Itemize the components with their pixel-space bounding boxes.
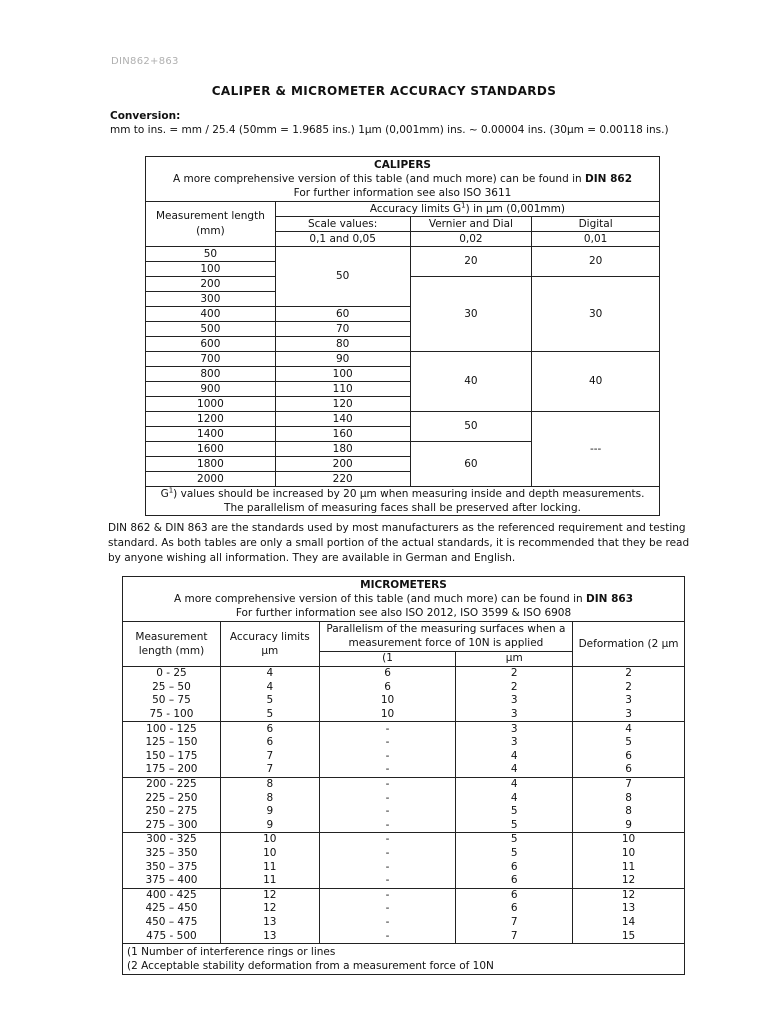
calipers-length: 900 <box>146 382 276 397</box>
mic-accuracy: 9 <box>220 819 319 833</box>
mic-length: 125 – 150 <box>123 736 221 750</box>
calipers-col2-cell: 20 <box>410 247 532 277</box>
calipers-length: 1800 <box>146 457 276 472</box>
calipers-col1-cell: 60 <box>275 307 410 322</box>
mic-parallel-um: 4 <box>456 777 573 791</box>
table-row <box>123 694 685 708</box>
calipers-col1-cell: 70 <box>275 322 410 337</box>
calipers-length: 50 <box>146 247 276 262</box>
micrometers-col-length: Measurement length (mm) <box>123 622 221 667</box>
mic-length: 300 - 325 <box>123 833 221 847</box>
mic-fringes: - <box>319 874 456 888</box>
mic-deformation: 6 <box>573 763 685 777</box>
calipers-col-length: Measurement length (mm) <box>146 202 276 247</box>
mic-fringes: - <box>319 736 456 750</box>
micrometers-col-parallel: Parallelism of the measuring surfaces when a measurement force of 10N is applied <box>319 622 572 652</box>
table-row <box>123 791 685 805</box>
mic-deformation: 8 <box>573 791 685 805</box>
table-row <box>123 847 685 861</box>
table-row <box>123 929 685 943</box>
mic-length: 450 – 475 <box>123 916 221 930</box>
table-row <box>123 805 685 819</box>
mic-length: 375 – 400 <box>123 874 221 888</box>
micrometers-sub2: µm <box>456 651 573 666</box>
calipers-vernier-dial: Vernier and Dial <box>410 217 532 232</box>
calipers-note1: A more comprehensive version of this table (and much more) can be found in DIN 862 <box>172 173 632 185</box>
micrometers-note1: A more comprehensive version of this table (and much more) can be found in DIN 863 <box>173 593 633 605</box>
calipers-length: 100 <box>146 262 276 277</box>
mic-deformation: 4 <box>573 722 685 736</box>
micrometers-col-accuracy: Accuracy limits µm <box>220 622 319 667</box>
calipers-col1-cell: 80 <box>275 337 410 352</box>
mic-deformation: 12 <box>573 874 685 888</box>
mic-length: 100 - 125 <box>123 722 221 736</box>
mic-deformation: 12 <box>573 888 685 902</box>
mic-fringes: - <box>319 805 456 819</box>
calipers-col1-cell: 110 <box>275 382 410 397</box>
mic-accuracy: 5 <box>220 694 319 708</box>
micrometers-title: MICROMETERS <box>360 579 447 591</box>
mic-accuracy: 8 <box>220 777 319 791</box>
calipers-length: 1200 <box>146 412 276 427</box>
mic-fringes: 10 <box>319 694 456 708</box>
mic-length: 225 – 250 <box>123 791 221 805</box>
mic-deformation: 15 <box>573 929 685 943</box>
mic-deformation: 9 <box>573 819 685 833</box>
calipers-scale-values: Scale values: <box>275 217 410 232</box>
table-row <box>123 902 685 916</box>
micrometers-col-deform: Deformation (2 µm <box>573 622 685 667</box>
mic-fringes: 6 <box>319 681 456 695</box>
mic-length: 325 – 350 <box>123 847 221 861</box>
calipers-length: 600 <box>146 337 276 352</box>
mic-length: 175 – 200 <box>123 763 221 777</box>
mic-deformation: 10 <box>573 847 685 861</box>
mic-parallel-um: 4 <box>456 750 573 764</box>
mic-accuracy: 11 <box>220 874 319 888</box>
calipers-sv1: 0,1 and 0,05 <box>275 232 410 247</box>
micrometers-caption <box>123 577 685 622</box>
table-row <box>123 736 685 750</box>
table-row <box>123 819 685 833</box>
mic-deformation: 14 <box>573 916 685 930</box>
mic-length: 75 - 100 <box>123 708 221 722</box>
calipers-table <box>145 156 660 516</box>
mic-parallel-um: 5 <box>456 847 573 861</box>
calipers-note2: For further information see also ISO 3611 <box>293 187 512 199</box>
mic-fringes: - <box>319 929 456 943</box>
table-row <box>123 763 685 777</box>
mic-parallel-um: 6 <box>456 888 573 902</box>
mic-parallel-um: 5 <box>456 833 573 847</box>
calipers-col2-cell: 50 <box>410 412 532 442</box>
mic-deformation: 8 <box>573 805 685 819</box>
mic-fringes: - <box>319 902 456 916</box>
body-paragraph: DIN 862 & DIN 863 are the standards used by most manufacturers as the referenced requirement and testing standard. As both tables are only a small portion of the actual standards, it is recommended that they be read by anyone wishing all information. They are available in German and English. <box>108 522 690 564</box>
calipers-col3-cell: 30 <box>532 277 660 352</box>
mic-parallel-um: 2 <box>456 667 573 681</box>
mic-length: 475 - 500 <box>123 929 221 943</box>
mic-accuracy: 12 <box>220 888 319 902</box>
mic-parallel-um: 4 <box>456 763 573 777</box>
table-row <box>123 833 685 847</box>
calipers-length: 500 <box>146 322 276 337</box>
mic-deformation: 11 <box>573 860 685 874</box>
mic-fringes: - <box>319 763 456 777</box>
table-row <box>123 916 685 930</box>
page-title: CALIPER & MICROMETER ACCURACY STANDARDS <box>211 84 557 98</box>
calipers-length: 300 <box>146 292 276 307</box>
mic-fringes: - <box>319 791 456 805</box>
calipers-col3-cell: --- <box>532 412 660 487</box>
calipers-length: 1000 <box>146 397 276 412</box>
mic-deformation: 5 <box>573 736 685 750</box>
mic-accuracy: 4 <box>220 681 319 695</box>
table-row <box>123 681 685 695</box>
calipers-col1-cell: 140 <box>275 412 410 427</box>
mic-parallel-um: 5 <box>456 819 573 833</box>
mic-fringes: - <box>319 750 456 764</box>
calipers-length: 1400 <box>146 427 276 442</box>
micrometers-table <box>122 576 685 975</box>
table-row <box>123 667 685 681</box>
table-row <box>123 777 685 791</box>
document-header: DIN862+863 <box>111 56 179 67</box>
calipers-col1-cell: 90 <box>275 352 410 367</box>
calipers-col3-cell: 40 <box>532 352 660 412</box>
mic-parallel-um: 7 <box>456 929 573 943</box>
calipers-length: 200 <box>146 277 276 292</box>
calipers-foot2: The parallelism of measuring faces shall be preserved after locking. <box>224 502 581 514</box>
mic-accuracy: 6 <box>220 722 319 736</box>
mic-fringes: - <box>319 916 456 930</box>
calipers-col2-cell: 60 <box>410 442 532 487</box>
mic-length: 150 – 175 <box>123 750 221 764</box>
calipers-length: 400 <box>146 307 276 322</box>
mic-parallel-um: 6 <box>456 902 573 916</box>
mic-deformation: 3 <box>573 708 685 722</box>
mic-accuracy: 11 <box>220 860 319 874</box>
mic-deformation: 6 <box>573 750 685 764</box>
mic-length: 250 – 275 <box>123 805 221 819</box>
mic-parallel-um: 4 <box>456 791 573 805</box>
table-row <box>123 750 685 764</box>
mic-accuracy: 5 <box>220 708 319 722</box>
mic-parallel-um: 7 <box>456 916 573 930</box>
calipers-col1-cell: 50 <box>275 247 410 307</box>
mic-length: 25 – 50 <box>123 681 221 695</box>
mic-fringes: - <box>319 860 456 874</box>
mic-accuracy: 10 <box>220 847 319 861</box>
conversion-text: mm to ins. = mm / 25.4 (50mm = 1.9685 ins.) 1µm (0,001mm) ins. ~ 0.00004 ins. (30µm = 0.00118 ins.) <box>110 124 669 136</box>
mic-fringes: - <box>319 819 456 833</box>
mic-accuracy: 7 <box>220 763 319 777</box>
mic-parallel-um: 3 <box>456 736 573 750</box>
calipers-length: 2000 <box>146 472 276 487</box>
micrometers-sub1: (1 <box>319 651 456 666</box>
calipers-title: CALIPERS <box>374 159 431 171</box>
mic-parallel-um: 3 <box>456 694 573 708</box>
calipers-col1-cell: 220 <box>275 472 410 487</box>
mic-accuracy: 13 <box>220 929 319 943</box>
mic-deformation: 13 <box>573 902 685 916</box>
mic-length: 400 - 425 <box>123 888 221 902</box>
mic-accuracy: 8 <box>220 791 319 805</box>
mic-length: 425 – 450 <box>123 902 221 916</box>
mic-parallel-um: 6 <box>456 874 573 888</box>
mic-parallel-um: 6 <box>456 860 573 874</box>
mic-accuracy: 10 <box>220 833 319 847</box>
mic-parallel-um: 5 <box>456 805 573 819</box>
mic-fringes: - <box>319 888 456 902</box>
mic-accuracy: 7 <box>220 750 319 764</box>
mic-fringes: - <box>319 833 456 847</box>
mic-length: 200 - 225 <box>123 777 221 791</box>
mic-fringes: - <box>319 722 456 736</box>
mic-length: 275 – 300 <box>123 819 221 833</box>
table-row <box>123 860 685 874</box>
micrometers-rows <box>123 667 685 944</box>
mic-accuracy: 4 <box>220 667 319 681</box>
mic-accuracy: 6 <box>220 736 319 750</box>
mic-fringes: 6 <box>319 667 456 681</box>
calipers-col1-cell: 160 <box>275 427 410 442</box>
calipers-col1-cell: 100 <box>275 367 410 382</box>
mic-deformation: 3 <box>573 694 685 708</box>
calipers-col1-cell: 120 <box>275 397 410 412</box>
table-row <box>123 874 685 888</box>
mic-deformation: 2 <box>573 681 685 695</box>
mic-fringes: - <box>319 777 456 791</box>
mic-fringes: - <box>319 847 456 861</box>
micrometers-foot1: (1 Number of interference rings or lines <box>127 945 336 958</box>
calipers-accuracy-header: Accuracy limits $G^1$) in µm (0,001mm) <box>275 202 659 217</box>
calipers-footnote <box>146 487 660 516</box>
mic-length: 0 - 25 <box>123 667 221 681</box>
mic-length: 50 – 75 <box>123 694 221 708</box>
calipers-length: 1600 <box>146 442 276 457</box>
calipers-col1-cell: 200 <box>275 457 410 472</box>
micrometers-foot2: (2 Acceptable stability deformation from a measurement force of 10N <box>127 959 494 972</box>
calipers-length: 700 <box>146 352 276 367</box>
calipers-col3-cell: 20 <box>532 247 660 277</box>
calipers-sv3: 0,01 <box>532 232 660 247</box>
calipers-foot1: $G^1$) values should be increased by 20 µm when measuring inside and depth measurements. <box>160 486 645 500</box>
calipers-col2-cell: 40 <box>410 352 532 412</box>
mic-accuracy: 12 <box>220 902 319 916</box>
calipers-caption <box>146 157 660 202</box>
calipers-col1-cell: 180 <box>275 442 410 457</box>
mic-parallel-um: 3 <box>456 708 573 722</box>
table-row <box>123 708 685 722</box>
mic-accuracy: 13 <box>220 916 319 930</box>
mic-fringes: 10 <box>319 708 456 722</box>
calipers-digital: Digital <box>532 217 660 232</box>
conversion-label: Conversion: <box>110 110 181 122</box>
micrometers-footnote <box>123 943 685 974</box>
calipers-length: 800 <box>146 367 276 382</box>
micrometers-note2: For further information see also ISO 2012, ISO 3599 & ISO 6908 <box>235 607 572 619</box>
mic-length: 350 – 375 <box>123 860 221 874</box>
table-row <box>123 722 685 736</box>
mic-parallel-um: 2 <box>456 681 573 695</box>
mic-deformation: 10 <box>573 833 685 847</box>
mic-deformation: 7 <box>573 777 685 791</box>
table-row <box>123 888 685 902</box>
calipers-col2-cell: 30 <box>410 277 532 352</box>
mic-deformation: 2 <box>573 667 685 681</box>
mic-parallel-um: 3 <box>456 722 573 736</box>
calipers-sv2: 0,02 <box>410 232 532 247</box>
mic-accuracy: 9 <box>220 805 319 819</box>
